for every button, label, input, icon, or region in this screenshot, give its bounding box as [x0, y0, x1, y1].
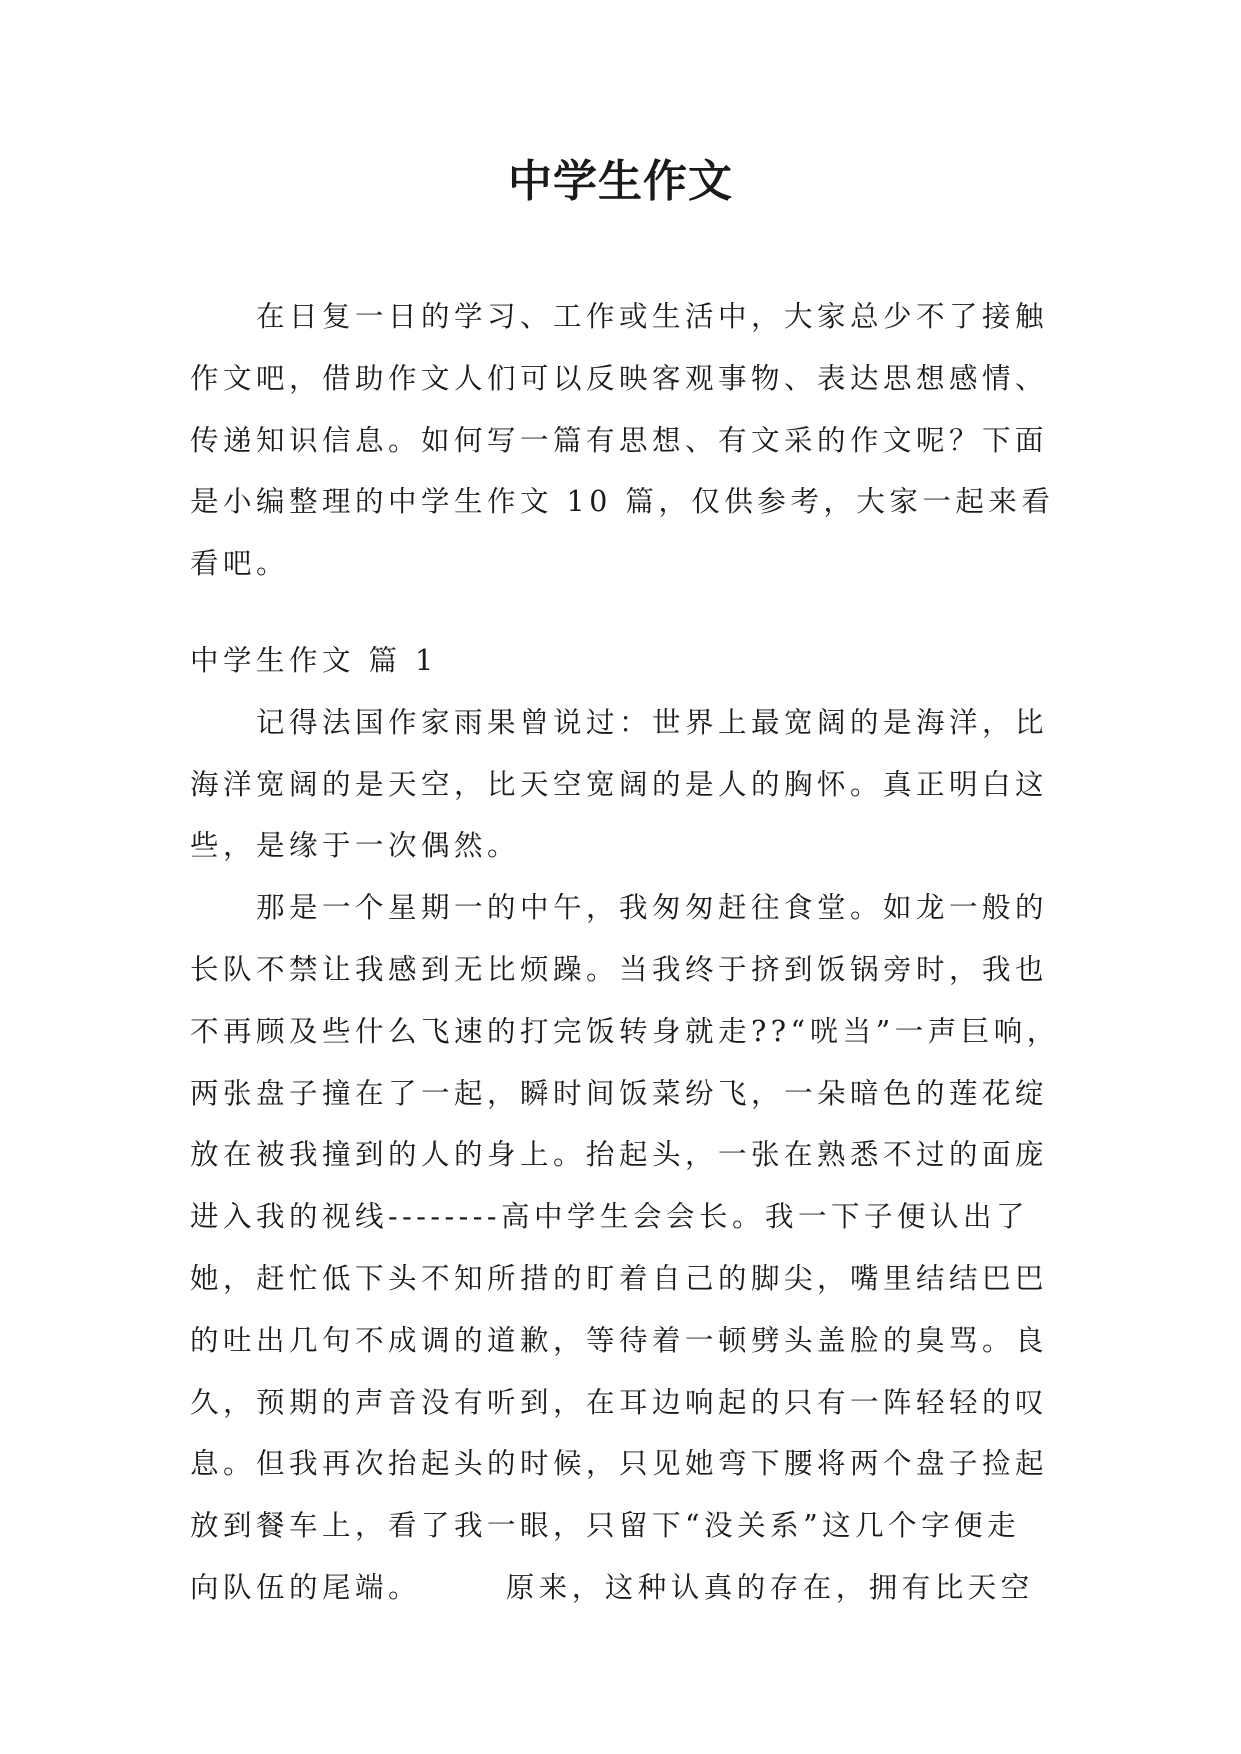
essay-line: 向队伍的尾端。 原来，这种认真的存在，拥有比天空 [190, 1570, 1034, 1604]
intro-paragraph [190, 286, 1055, 595]
document-title: 中学生作文 [508, 156, 733, 207]
essay-line: 息。但我再次抬起头的时候，只见她弯下腰将两个盘子捡起 [190, 1447, 1049, 1481]
essay-line: 那是一个星期一的中午，我匆匆赶往食堂。如龙一般的 [190, 891, 1049, 925]
section-heading: 中学生作文 篇 1 [190, 644, 438, 677]
intro-line: 看吧。 [190, 547, 290, 581]
essay-line: 进入我的视线--------高中学生会会长。我一下子便认出了 [190, 1200, 1030, 1234]
essay-line: 些，是缘于一次偶然。 [190, 829, 521, 863]
essay-line: 记得法国作家雨果曾说过：世界上最宽阔的是海洋，比 [190, 705, 1049, 739]
essay-line: 放到餐车上，看了我一眼，只留下“没关系”这几个字便走 [190, 1509, 1021, 1543]
intro-line: 作文吧，借助作文人们可以反映客观事物、表达思想感情、 [190, 361, 1049, 395]
essay-line: 不再顾及些什么飞速的打完饭转身就走??“咣当”一声巨响， [190, 1014, 1060, 1048]
intro-line: 是小编整理的中学生作文 10 篇，仅供参考，大家一起来看 [190, 485, 1055, 519]
essay-line: 放在被我撞到的人的身上。抬起头，一张在熟悉不过的面庞 [190, 1138, 1049, 1172]
essay-line: 久，预期的声音没有听到，在耳边响起的只有一阵轻轻的叹 [190, 1385, 1049, 1419]
essay-line: 她，赶忙低下头不知所措的盯着自己的脚尖，嘴里结结巴巴 [190, 1261, 1049, 1295]
essay-line: 海洋宽阔的是天空，比天空宽阔的是人的胸怀。真正明白这 [190, 767, 1049, 801]
essay-line: 长队不禁让我感到无比烦躁。当我终于挤到饭锅旁时，我也 [190, 952, 1049, 986]
essay-line: 的吐出几句不成调的道歉，等待着一顿劈头盖脸的臭骂。良 [190, 1323, 1049, 1357]
essay-line: 两张盘子撞在了一起，瞬时间饭菜纷飞，一朵暗色的莲花绽 [190, 1076, 1049, 1110]
intro-line: 在日复一日的学习、工作或生活中，大家总少不了接触 [190, 300, 1049, 333]
essay-section [190, 630, 1060, 1619]
intro-line: 传递知识信息。如何写一篇有思想、有文采的作文呢？下面 [190, 423, 1049, 457]
